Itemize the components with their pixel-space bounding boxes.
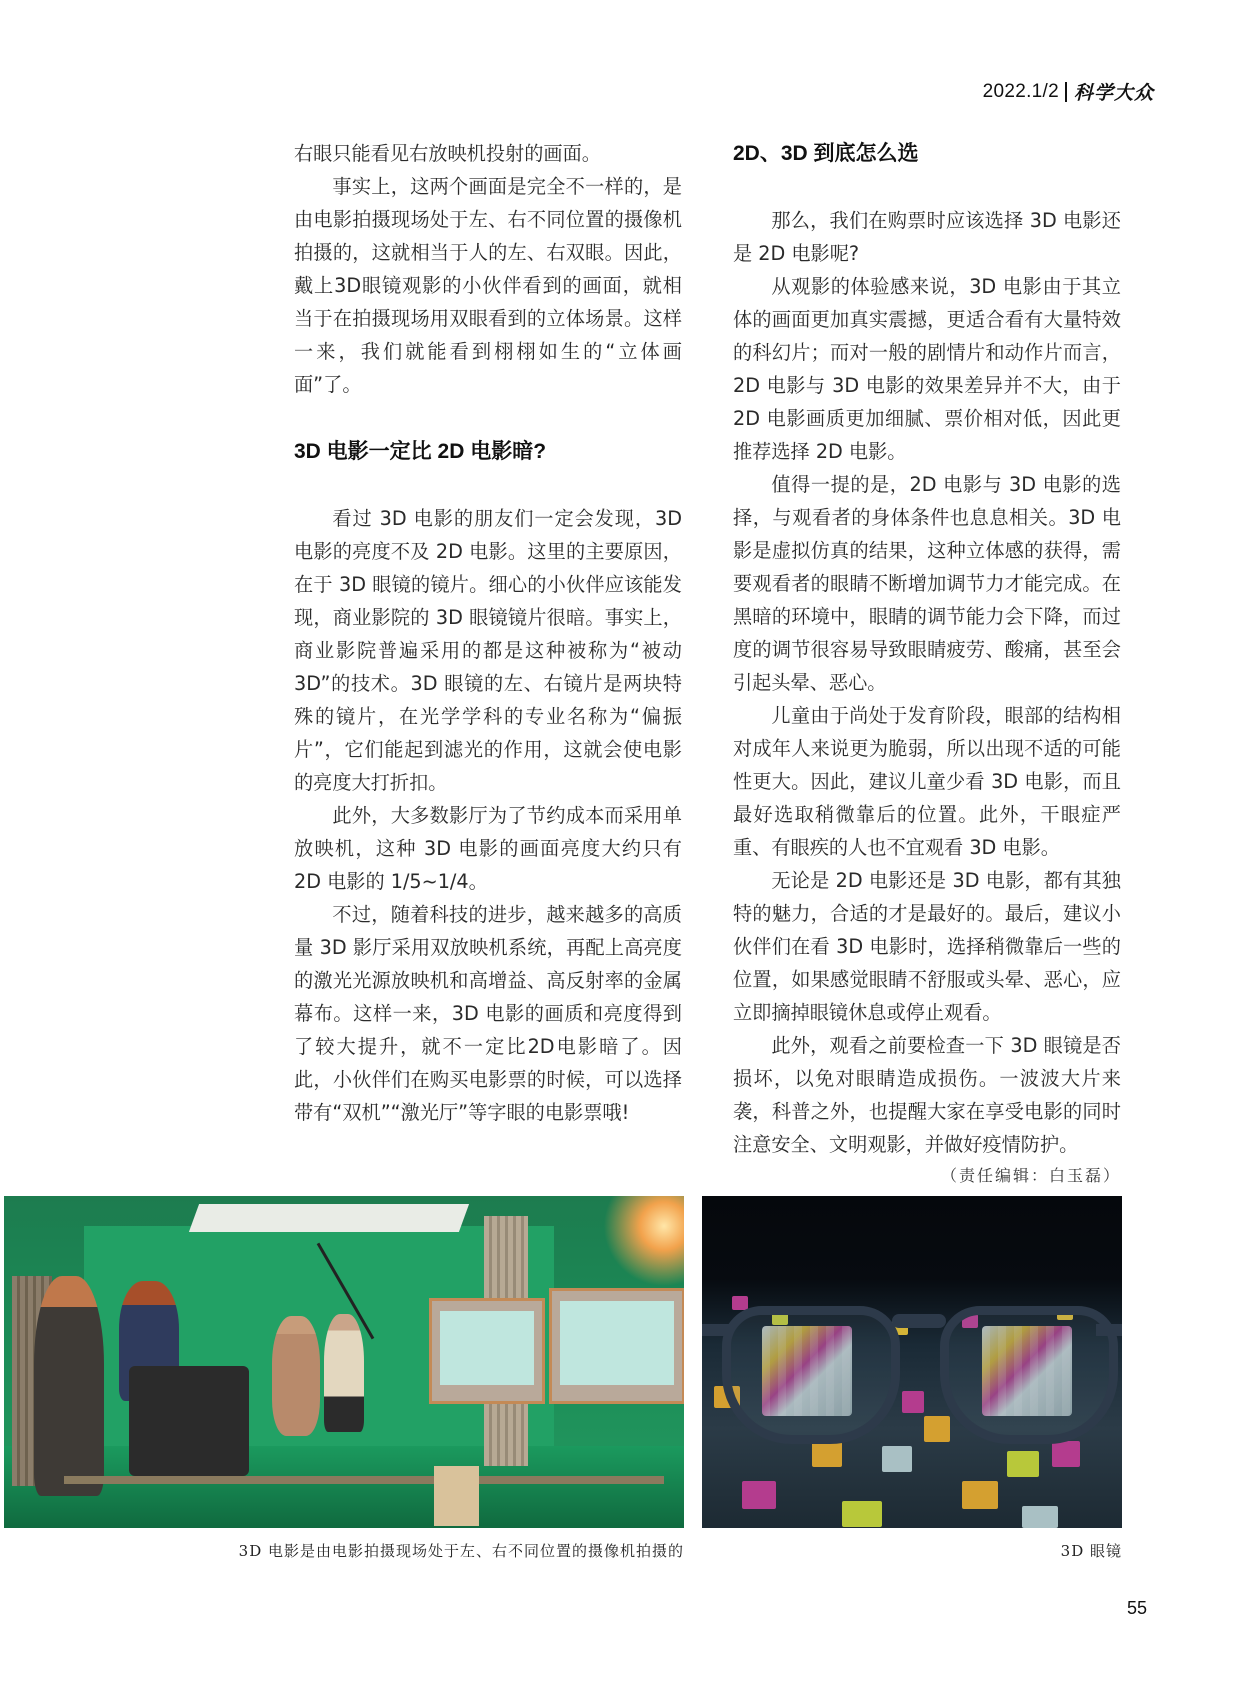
paragraph: 事实上，这两个画面是完全不一样的，是由电影拍摄现场处于左、右不同位置的摄像机拍摄的，这就相当于人的左、右双眼。因此，戴上3D眼镜观影的小伙伴看到的画面，就相当于在拍摄现场用双眼看到的立体场景。这样一来，我们就能看到栩栩如生的“立体画面”了。 (294, 175, 682, 396)
preview-monitor (549, 1288, 684, 1404)
header-divider (1065, 82, 1067, 102)
paragraph: 无论是 2D 电影还是 3D 电影，都有其独特的魅力，合适的才是最好的。最后，建议小伙伴们在看 3D 电影时，选择稍微靠后一些的位置，如果感觉眼睛不舒服或头晕、恶心，应立即摘掉眼镜休息或停止观看。 (733, 869, 1121, 1024)
puzzle-piece (1007, 1451, 1039, 1477)
figure-caption: 3D 电影是由电影拍摄现场处于左、右不同位置的摄像机拍摄的 (238, 1542, 684, 1560)
glasses-arm (1096, 1324, 1122, 1336)
puzzle-piece (742, 1481, 776, 1509)
glasses-lens-right (940, 1306, 1118, 1444)
film-set-photo (4, 1196, 684, 1528)
editor-credit: （责任编辑：白玉磊） (940, 1166, 1121, 1185)
paragraph: 看过 3D 电影的朋友们一定会发现，3D 电影的亮度不及 2D 电影。这里的主要原因，在于 3D 眼镜的镜片。细心的小伙伴应该能发现，商业影院的 3D 眼镜镜片很暗。事实上，商业影院普遍采用的都是这种被称为“被动 3D”的技术。3D 眼镜的左、右镜片是两块特殊的镜片，在光学学科的专业名称为“偏振片”，它们能起到滤光的作用，这就会使电影的亮度大打折扣。 (294, 507, 682, 794)
puzzle-piece (842, 1501, 882, 1527)
section-heading: 2D、3D 到底怎么选 (733, 142, 919, 165)
paragraph: 那么，我们在购票时应该选择 3D 电影还是 2D 电影呢? (733, 209, 1121, 265)
glasses-bridge (892, 1314, 946, 1328)
preview-monitor (429, 1298, 545, 1404)
dolly-track (64, 1476, 664, 1484)
page-header (983, 78, 1154, 105)
camera-dolly (129, 1366, 249, 1476)
puzzle-piece (882, 1446, 912, 1472)
puzzle-piece (1052, 1441, 1080, 1467)
paragraph: 不过，随着科技的进步，越来越多的高质量 3D 影厅采用双放映机系统，再配上高亮度的激光光源放映机和高增益、高反射率的金属幕布。这样一来，3D 电影的画质和亮度得到了较大提升，就不一定比2D电影暗了。因此，小伙伴们在购买电影票的时候，可以选择带有“双机”“激光厅”等字眼的电影票哦! (294, 903, 682, 1124)
magazine-title: 科学大众 (1073, 82, 1154, 104)
figure-caption: 3D 眼镜 (1060, 1542, 1122, 1560)
actress (272, 1316, 320, 1436)
paragraph: 此外，大多数影厅为了节约成本而采用单放映机，这种 3D 电影的画面亮度大约只有 2D 电影的 1/5~1/4。 (294, 804, 682, 893)
article-column-left (294, 137, 682, 1129)
puzzle-piece (1022, 1506, 1058, 1528)
paragraph: 值得一提的是，2D 电影与 3D 电影的选择，与观看者的身体条件也息息相关。3D 电影是虚拟仿真的结果，这种立体感的获得，需要观看者的眼睛不断增加调节力才能完成。在黑暗的环境中，眼睛的调节能力会下降，而过度的调节很容易导致眼睛疲劳、酸痛，甚至会引起头晕、恶心。 (733, 473, 1121, 694)
puzzle-piece (812, 1441, 842, 1467)
actor (324, 1314, 364, 1432)
apple-box (434, 1466, 479, 1526)
section-heading: 3D 电影一定比 2D 电影暗? (294, 440, 547, 463)
page-number: 55 (1126, 1598, 1147, 1618)
puzzle-piece (902, 1391, 924, 1413)
puzzle-piece (962, 1481, 998, 1509)
issue-date: 2022.1/2 (982, 80, 1059, 102)
paragraph: 从观影的体验感来说，3D 电影由于其立体的画面更加真实震撼，更适合看有大量特效的科幻片；而对一般的剧情片和动作片而言，2D 电影与 3D 电影的效果差异并不大，由于 2D 电影画质更加细腻、票价相对低，因此更推荐选择 2D 电影。 (733, 275, 1121, 463)
puzzle-piece (924, 1416, 950, 1442)
crew-member (34, 1276, 104, 1496)
paragraph: 儿童由于尚处于发育阶段，眼部的结构相对成年人来说更为脆弱，所以出现不适的可能性更大。因此，建议儿童少看 3D 电影，而且最好选取稍微靠后的位置。此外，干眼症严重、有眼疾的人也不宜观看 3D 电影。 (733, 704, 1121, 859)
paragraph: 右眼只能看见右放映机投射的画面。 (294, 142, 601, 165)
ceiling-light (189, 1204, 469, 1232)
glasses-lens-left (722, 1306, 900, 1444)
paragraph: 此外，观看之前要检查一下 3D 眼镜是否损坏，以免对眼睛造成损伤。一波波大片来袭，科普之外，也提醒大家在享受电影的同时注意安全、文明观影，并做好疫情防护。 (733, 1034, 1121, 1156)
3d-glasses-photo (702, 1196, 1122, 1528)
studio-floor (4, 1446, 684, 1528)
glasses-arm (702, 1324, 730, 1336)
puzzle-piece (732, 1296, 748, 1310)
article-column-right (733, 137, 1121, 1189)
